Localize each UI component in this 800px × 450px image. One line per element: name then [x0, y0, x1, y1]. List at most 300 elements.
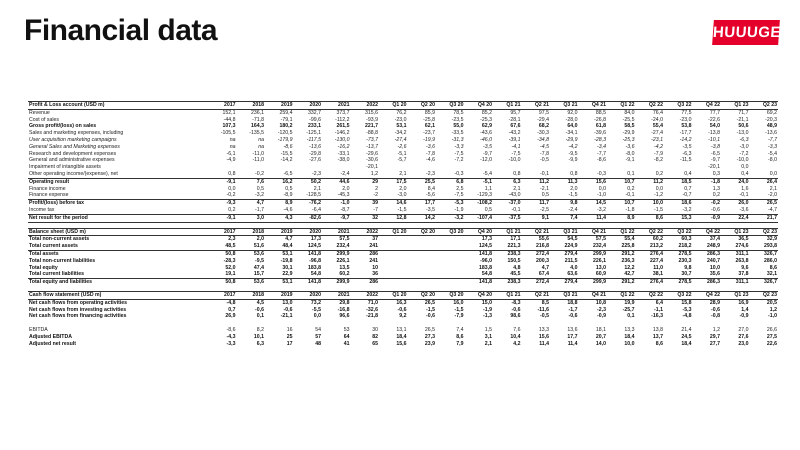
value-cell: 30	[372, 326, 378, 333]
value-cell: 8,9	[607, 214, 636, 222]
value-cell: -5,1	[397, 150, 407, 157]
value-cell: -25,7	[622, 306, 635, 313]
section-header: Balance sheet (USD m)	[28, 228, 208, 236]
value-cell: -37,0	[508, 200, 521, 207]
value-cell: 0,1	[256, 313, 264, 320]
value-cell: 236,1	[251, 109, 264, 116]
period-header: 2018	[237, 291, 266, 299]
value-cell: -34,1	[565, 130, 578, 137]
row-label: Impairment of intangible assets	[29, 164, 101, 171]
value-cell: -7,7	[768, 136, 777, 143]
value-cell	[436, 236, 465, 243]
value-cell: 16,3	[396, 299, 407, 306]
value-cell: 180,2	[279, 123, 293, 130]
value-cell: -3,8	[711, 143, 720, 150]
value-cell: 7,9	[456, 340, 464, 347]
value-cell: -1,0	[579, 192, 608, 199]
value-cell: -2,3	[408, 171, 437, 178]
value-cell: 124,5	[465, 243, 494, 250]
value-cell: -5,7	[397, 157, 407, 164]
period-header: Q2 22	[636, 291, 665, 299]
value-cell: 53,6	[253, 279, 264, 286]
row-label: Total equity	[29, 264, 58, 271]
value-cell: 60,2	[322, 271, 351, 278]
value-cell: -4,6	[265, 207, 294, 214]
value-cell: -23,0	[679, 116, 692, 123]
value-cell: 0,8	[550, 171, 579, 178]
period-header: Q1 23	[721, 291, 750, 299]
huuuge-logo: HUUUGE	[712, 20, 780, 45]
value-cell: -29,8	[309, 150, 321, 157]
value-cell: -23,1	[651, 136, 663, 143]
financial-table-2	[28, 291, 778, 347]
value-cell: 226,1	[336, 257, 350, 264]
spacer-row	[28, 320, 778, 327]
period-header: Q2 21	[522, 102, 551, 110]
table-row	[28, 123, 778, 130]
value-cell: 52,0	[225, 264, 236, 271]
value-cell: 0,8	[208, 171, 237, 178]
table-row	[28, 214, 778, 222]
value-cell: 60,9	[579, 271, 608, 278]
value-cell: -1,5	[426, 306, 435, 313]
value-cell: 232,4	[322, 243, 351, 250]
value-cell	[493, 164, 522, 171]
value-cell: -2,6	[397, 143, 407, 150]
period-header: Q3 20	[436, 102, 465, 110]
value-cell: 78,5	[453, 109, 464, 116]
value-cell: 216,8	[522, 243, 551, 250]
row-label: Operating result	[29, 178, 70, 185]
row-label: Net result for the period	[28, 214, 208, 222]
value-cell: 64	[343, 333, 350, 340]
value-cell: 1,6	[741, 185, 749, 192]
value-cell: 11,2	[539, 178, 549, 185]
row-label: Income tax	[28, 207, 208, 214]
value-cell: 0,5	[285, 185, 293, 192]
value-cell: -0,9	[693, 214, 722, 222]
period-header: Q4 21	[579, 291, 608, 299]
period-header: 2020	[294, 291, 323, 299]
value-cell: 10	[372, 264, 378, 271]
value-cell: -3,5	[483, 143, 492, 150]
period-header: 2018	[237, 228, 266, 236]
period-header: Q1 23	[721, 102, 750, 110]
period-header: Q2 20	[408, 291, 437, 299]
value-cell: 332,7	[308, 109, 321, 116]
value-cell: 248,9	[693, 243, 722, 250]
value-cell: 67,4	[522, 271, 551, 278]
value-cell: 37,8	[721, 271, 750, 278]
table-row	[28, 178, 778, 185]
row-label: Finance income	[29, 185, 66, 192]
value-cell: 213,2	[636, 243, 665, 250]
row-label: Other operating income/(expense), net	[28, 171, 208, 178]
table-row	[28, 157, 778, 164]
value-cell: 0,8	[493, 171, 522, 178]
value-cell: 85,9	[424, 109, 435, 116]
value-cell: 32	[351, 214, 380, 222]
row-label: Gross profit/(loss) on sales	[29, 123, 97, 130]
value-cell: 13,3	[624, 326, 635, 333]
value-cell: 14,0	[595, 340, 606, 347]
value-cell	[664, 164, 693, 171]
value-cell: -4,8	[682, 313, 692, 320]
row-label: Sales and marketing expenses, including	[29, 130, 124, 137]
row-label: Adjusted EBITDA	[29, 333, 72, 340]
value-cell: -9,5	[568, 150, 578, 157]
table-row	[28, 236, 778, 243]
period-header: 2020	[294, 102, 323, 110]
value-cell: -33,5	[451, 130, 464, 137]
page-title: Financial data	[24, 14, 218, 47]
value-cell: -1,0	[768, 313, 777, 320]
value-cell: 15,3	[664, 214, 693, 222]
value-cell: -0,6	[397, 306, 407, 313]
value-cell: 10,0	[652, 200, 663, 207]
value-cell: -33,1	[337, 150, 350, 157]
value-cell: na	[229, 143, 236, 150]
value-cell: 183,8	[479, 264, 492, 271]
value-cell: 4,7	[285, 236, 293, 243]
value-cell: -4,1	[511, 143, 521, 150]
value-cell: 53,1	[282, 279, 293, 286]
value-cell: 84,0	[624, 109, 635, 116]
value-cell: -0,5	[540, 313, 549, 320]
value-cell: 24,5	[681, 333, 692, 340]
value-cell: 13,6	[567, 326, 578, 333]
value-cell: -9,9	[568, 157, 578, 164]
period-header: 2017	[208, 102, 237, 110]
value-cell: -0,6	[511, 306, 521, 313]
value-cell: 26,9	[225, 313, 236, 320]
value-cell: -15,5	[280, 150, 293, 157]
value-cell: 10,1	[253, 333, 264, 340]
value-cell: 2,0	[342, 185, 350, 192]
value-cell: 36,5	[738, 236, 749, 243]
value-cell: -25,3	[622, 136, 635, 143]
period-header: 2022	[351, 102, 380, 110]
value-cell: -125,1	[306, 130, 321, 137]
value-cell: -4,8	[226, 299, 236, 306]
value-cell	[436, 271, 465, 278]
value-cell: 0,0	[741, 164, 749, 171]
value-cell: 238,3	[507, 250, 521, 257]
value-cell: 48	[315, 340, 321, 347]
value-cell: 53,1	[282, 250, 293, 257]
period-header: Q4 20	[465, 102, 494, 110]
value-cell: 54,5	[567, 236, 578, 243]
value-cell: -39,1	[508, 136, 521, 143]
value-cell: -128,5	[294, 192, 323, 199]
period-header: Q4 20	[465, 291, 494, 299]
value-cell	[322, 164, 351, 171]
value-cell: 60,2	[652, 236, 663, 243]
value-cell: -1,8	[607, 207, 636, 214]
value-cell: 42,7	[607, 271, 636, 278]
value-cell: -0,6	[711, 306, 720, 313]
value-cell: 63,6	[550, 271, 579, 278]
value-cell: 62,1	[424, 123, 435, 130]
value-cell: 54,8	[294, 271, 323, 278]
value-cell: -1,5	[550, 192, 579, 199]
value-cell: -13,6	[309, 143, 321, 150]
value-cell: -6,5	[711, 150, 720, 157]
value-cell: 326,7	[764, 279, 777, 286]
value-cell: 26,5	[766, 200, 777, 207]
value-cell: -0,6	[255, 306, 264, 313]
value-cell: -43,6	[480, 130, 492, 137]
value-cell: -0,1	[607, 192, 636, 199]
value-cell: -88,8	[366, 130, 378, 137]
value-cell: -6,1	[226, 150, 236, 157]
value-cell: 13,1	[396, 326, 407, 333]
value-cell: 7,6	[513, 326, 521, 333]
value-cell: 279,4	[564, 279, 578, 286]
value-cell: 10,0	[709, 264, 720, 271]
period-header: Q3 22	[664, 228, 693, 236]
value-cell: 14,2	[408, 214, 437, 222]
value-cell: -7,2	[739, 150, 749, 157]
value-cell	[436, 164, 465, 171]
row-label: User acquisition marketing campaigns	[29, 136, 117, 143]
value-cell: -0,3	[436, 171, 465, 178]
value-cell: 4,7	[256, 200, 264, 207]
value-cell: 44,6	[339, 178, 350, 185]
value-cell: 8,6	[655, 340, 663, 347]
value-cell: 18,4	[396, 333, 407, 340]
period-header: Q1 20	[379, 102, 408, 110]
value-cell: 11,7	[539, 200, 549, 207]
value-cell: -45,3	[322, 192, 351, 199]
value-cell: 4,3	[265, 214, 294, 222]
value-cell: 32,9	[766, 236, 777, 243]
table-row	[28, 130, 778, 137]
value-cell: 36	[351, 271, 380, 278]
value-cell: 58,5	[624, 123, 635, 130]
value-cell: 299,9	[336, 279, 350, 286]
value-cell: 15,6	[538, 333, 549, 340]
value-cell: -2,3	[294, 171, 323, 178]
value-cell: 20,5	[766, 299, 777, 306]
value-cell: -9,5	[255, 257, 264, 264]
table-row	[28, 192, 778, 199]
value-cell: 183,8	[308, 264, 321, 271]
value-cell: -4,6	[426, 157, 435, 164]
row-label: General and administrative expenses	[29, 157, 115, 164]
value-cell: 4,5	[256, 299, 264, 306]
value-cell: 232,4	[579, 243, 608, 250]
value-cell: 272,4	[536, 250, 549, 257]
period-header: 2019	[265, 228, 294, 236]
value-cell: 7,6	[256, 178, 264, 185]
value-cell: -3,3	[226, 340, 236, 347]
value-cell: -0,2	[208, 192, 237, 199]
value-cell: -28,0	[565, 116, 578, 123]
value-cell: 2,1	[313, 185, 321, 192]
value-cell: 13,0	[595, 264, 606, 271]
value-cell: 10,7	[624, 178, 635, 185]
table-row	[28, 164, 778, 171]
value-cell: 54	[315, 326, 321, 333]
value-cell: -117,5	[306, 136, 321, 143]
value-cell	[408, 236, 437, 243]
value-cell: 57,5	[595, 236, 606, 243]
value-cell: 286	[369, 250, 378, 257]
value-cell: 13,5	[339, 264, 350, 271]
period-header: Q3 21	[550, 291, 579, 299]
period-header: Q1 22	[607, 102, 636, 110]
value-cell: -0,6	[693, 207, 722, 214]
value-cell: -20,3	[765, 116, 777, 123]
value-cell: 77,7	[709, 109, 720, 116]
value-cell: -9,3	[226, 200, 236, 207]
value-cell: -11,6	[537, 306, 549, 313]
value-cell: -23,7	[423, 130, 435, 137]
value-cell: 293,8	[750, 243, 779, 250]
value-cell: 17,3	[310, 236, 321, 243]
value-cell: 37,4	[709, 236, 720, 243]
value-cell: 18,4	[624, 333, 635, 340]
table-row	[28, 117, 778, 124]
value-cell: 0,0	[750, 171, 779, 178]
value-cell: -108,2	[477, 200, 492, 207]
value-cell: 14,6	[396, 200, 407, 207]
period-header: Q4 22	[693, 102, 722, 110]
value-cell: -3,0	[739, 143, 749, 150]
value-cell: -2,4	[550, 207, 579, 214]
value-cell: 227,4	[650, 257, 663, 264]
value-cell: 60,3	[681, 236, 692, 243]
value-cell: -0,6	[426, 313, 435, 320]
value-cell: -5,4	[768, 150, 777, 157]
value-cell: 16,0	[453, 299, 464, 306]
table-row	[28, 250, 778, 257]
section-header: Cash flow statement (USD m)	[28, 291, 208, 299]
value-cell: -3,2	[237, 192, 266, 199]
value-cell: 18,4	[681, 340, 692, 347]
value-cell: -4,7	[750, 207, 779, 214]
value-cell: -27,6	[309, 157, 321, 164]
table-row	[28, 334, 778, 341]
value-cell: 28,9	[709, 299, 720, 306]
value-cell: -3,5	[408, 207, 437, 214]
value-cell: 88,5	[595, 109, 606, 116]
value-cell	[408, 271, 437, 278]
value-cell: -29,6	[366, 150, 378, 157]
value-cell: 224,9	[550, 243, 579, 250]
value-cell: -1,2	[636, 192, 665, 199]
value-cell: 50,2	[310, 178, 321, 185]
value-cell: -25,5	[622, 116, 635, 123]
value-cell: 18,5	[681, 178, 692, 185]
value-cell: 25	[286, 333, 293, 340]
value-cell: 16,9	[738, 299, 749, 306]
value-cell: -7,7	[597, 150, 606, 157]
value-cell: -1,8	[711, 178, 720, 185]
value-cell: 19,1	[208, 271, 237, 278]
spacer-cell	[28, 320, 778, 327]
value-cell: 21,7	[750, 214, 779, 222]
value-cell: -1,0	[340, 200, 350, 207]
value-cell: -4,3	[226, 333, 236, 340]
value-cell: 48,9	[766, 123, 777, 130]
value-cell: 0,2	[693, 192, 722, 199]
value-cell	[237, 164, 266, 171]
value-cell: -1,7	[568, 306, 578, 313]
value-cell: 0,0	[598, 185, 606, 192]
value-cell: 286,3	[707, 279, 720, 286]
period-header: Q3 21	[550, 228, 579, 236]
value-cell: 13,7	[652, 333, 663, 340]
value-cell: 8,6	[456, 333, 464, 340]
row-label: Research and development expenses	[29, 150, 117, 157]
value-cell: 96,6	[339, 313, 350, 320]
row-label: Net cash flows from financing activities	[29, 313, 127, 320]
value-cell: 17,7	[567, 333, 578, 340]
value-cell: -12,0	[480, 157, 492, 164]
value-cell: -3,2	[664, 207, 693, 214]
table-row	[28, 171, 778, 178]
value-cell: 8,5	[541, 299, 549, 306]
value-cell: -9,7	[322, 214, 351, 222]
value-cell: 1,2	[351, 171, 380, 178]
period-header: Q2 23	[750, 228, 779, 236]
value-cell: 0,3	[693, 171, 722, 178]
value-cell	[379, 258, 408, 265]
table-row	[28, 327, 778, 334]
value-cell: -0,1	[721, 192, 750, 199]
value-cell: 77,5	[681, 109, 692, 116]
value-cell: 11,0	[653, 264, 663, 271]
value-cell: -8,3	[511, 299, 521, 306]
value-cell: 241	[351, 243, 380, 250]
value-cell	[465, 164, 494, 171]
period-header: Q4 21	[579, 102, 608, 110]
value-cell: 57	[315, 333, 321, 340]
value-cell: -14,2	[280, 157, 293, 164]
period-header: Q4 21	[579, 228, 608, 236]
period-header: Q2 23	[750, 102, 779, 110]
value-cell: 221,3	[493, 243, 522, 250]
period-header: Q1 22	[607, 228, 636, 236]
value-cell: 85,2	[481, 109, 492, 116]
value-cell: -24,0	[651, 116, 663, 123]
row-label: Cost of sales	[29, 116, 59, 123]
value-cell: -43,2	[508, 130, 521, 137]
table-row	[28, 200, 778, 207]
value-cell: -8,6	[283, 143, 293, 150]
period-header: Q2 20	[408, 102, 437, 110]
value-cell: 17,7	[424, 200, 435, 207]
value-cell: 18,8	[567, 299, 578, 306]
value-cell: -3,6	[625, 143, 635, 150]
value-cell: -1,1	[654, 306, 663, 313]
value-cell: -4,9	[226, 157, 236, 164]
value-cell: 11,4	[567, 340, 578, 347]
value-cell: 22,6	[766, 340, 777, 347]
row-label: Profit/(loss) before tax	[29, 200, 85, 207]
value-cell: -37,5	[493, 214, 522, 222]
value-cell: -5,3	[454, 200, 464, 207]
table-header-row	[28, 102, 778, 110]
value-cell: -7,9	[654, 150, 663, 157]
value-cell: 141,8	[479, 250, 492, 257]
period-header: 2020	[294, 228, 323, 236]
value-cell: -9,1	[226, 178, 236, 185]
table-row	[28, 144, 778, 151]
value-cell: -23,5	[451, 116, 464, 123]
